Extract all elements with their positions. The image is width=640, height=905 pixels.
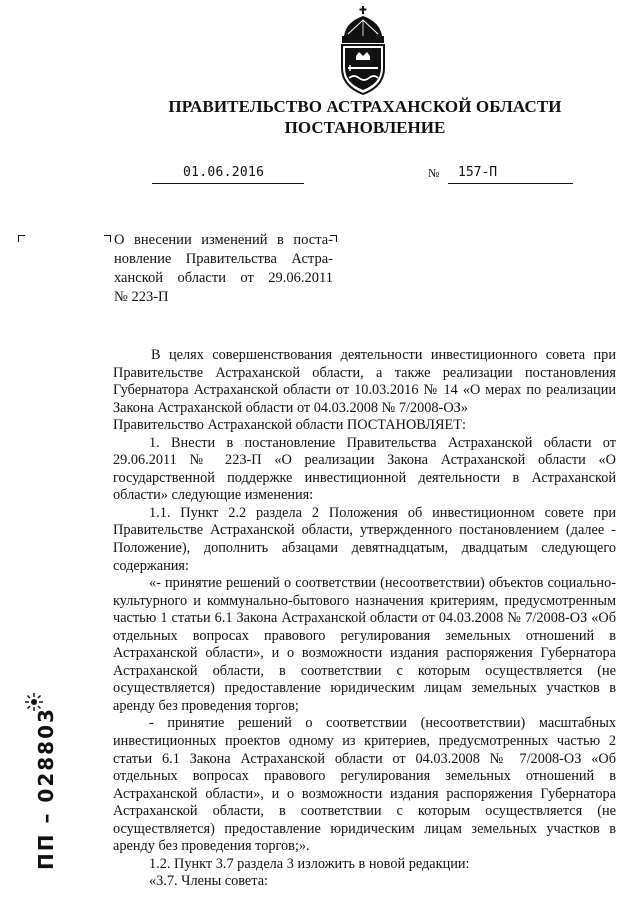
body-paragraph: Правительство Астраханской области ПОСТАНОВЛЯЕТ: [113,417,466,434]
body-paragraph: «- принятие решений о соответствии (несоответствии) объектов социально-культурного и коммунально-бытового назначения критериям, предусмотренным частью 1 статьи 6.1 Закона Астраханской области от 04.03.2008 № 7/2008-ОЗ «Об отдельных вопросах правового регулирования земельных отношений в Астраханской области», и о возможности издания распоряжения Губернатора Астраханской области, в соответствии с которым осуществляется (не осуществляется) предоставление юридическим лицам земельных участков в аренду без проведения торгов; [113,575,616,714]
body-paragraph: 1.2. Пункт 3.7 раздела 3 изложить в новой редакции: [149,855,470,872]
government-title: ПРАВИТЕЛЬСТВО АСТРАХАНСКОЙ ОБЛАСТИ [168,97,562,116]
body-paragraph: «3.7. Члены совета: [149,873,269,890]
body-paragraph: 1. Внести в постановление Правительства Астраханской области от 29.06.2011 № 223-П «О реализации Закона Астраханской области «О государственной поддержке инвестиционной деятельности в Астраханской области» следующие изменения: [113,434,616,504]
number-sign: № [428,166,440,180]
subject-line: № 223-П [114,289,169,305]
subject-line: новление Правительства Астра- [114,251,333,267]
coat-of-arms-icon [334,6,392,98]
body-paragraph: 1.1. Пункт 2.2 раздела 2 Положения об инвестиционном совете при Правительстве Астраханской области, утвержденного постановлением (далее - Положение), дополнить абзацами девятнадцатым, двадцатым следующего содержания: [113,504,616,574]
document-date: 01.06.2016 [183,165,265,180]
document-body [113,347,616,891]
corner-mark [18,235,25,242]
body-paragraph: - принятие решений о соответствии (несоответствии) масштабных инвестиционных проектов одному из критериев, предусмотренных частью 2 статьи 6.1 Закона Астраханской области от 04.03.2008 № 7/2008-ОЗ «Об отдельных вопросах правового регулирования земельных отношений в Астраханской области», и о возможности издания распоряжения Губернатора Астраханской области, в соответствии с которым осуществляется (не осуществляется) предоставление юридическим лицам земельных участков в аренду без проведения торгов;». [113,715,616,855]
body-paragraph: В целях совершенствования деятельности инвестиционного совета при Правительстве Астраханской области, а также реализации постановления Губернатора Астраханской области от 10.03.2016 № 14 «О мерах по реализации Закона Астраханской области от 04.03.2008 № 7/2008-ОЗ» [113,347,616,416]
serial-number: ПП – 028803 [34,707,58,870]
serial-stamp [14,690,58,870]
document-subject [114,231,333,307]
document-type: ПОСТАНОВЛЕНИЕ [284,118,446,137]
document-number: 157-П [458,165,498,180]
corner-mark [104,235,111,242]
subject-line: ханской области от 29.06.2011 [114,270,333,286]
subject-line: О внесении изменений в поста- [114,232,333,248]
